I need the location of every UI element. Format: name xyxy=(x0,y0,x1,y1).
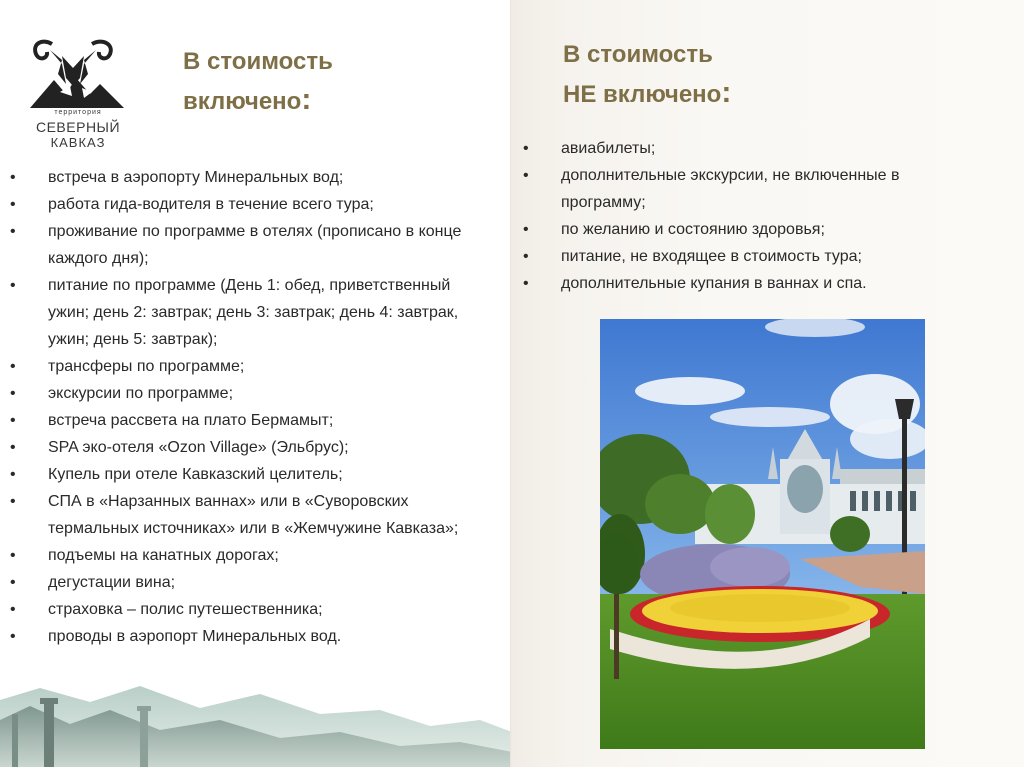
included-item-text: СПА в «Нарзанных ваннах» или в «Суворовских термальных источниках» или в «Жемчужине Кавказа»; xyxy=(48,493,459,537)
included-item xyxy=(10,461,480,488)
included-item xyxy=(10,407,480,434)
bullet-icon: • xyxy=(523,248,529,265)
bullet-icon: • xyxy=(10,601,16,618)
included-item xyxy=(10,272,480,353)
included-item-text: трансферы по программе; xyxy=(48,358,245,375)
included-item-text: работа гида-водителя в течение всего тура; xyxy=(48,196,374,213)
included-item xyxy=(10,164,480,191)
bullet-icon: • xyxy=(10,574,16,591)
not-included-item-text: авиабилеты; xyxy=(561,140,656,157)
not-included-item xyxy=(523,135,943,162)
included-item xyxy=(10,569,480,596)
bullet-icon: • xyxy=(10,277,16,294)
bullet-icon: • xyxy=(10,358,16,375)
included-heading-colon: : xyxy=(301,83,312,116)
included-item-text: питание по программе (День 1: обед, приветственный ужин; день 2: завтрак; день 3: завтрак; день 4: завтрак, ужин; день 5: завтрак); xyxy=(48,277,459,348)
not-included-item-text: дополнительные купания в ваннах и спа. xyxy=(561,275,867,292)
bullet-icon: • xyxy=(10,223,16,240)
bullet-icon: • xyxy=(10,439,16,456)
bullet-icon: • xyxy=(10,169,16,186)
park-pavilion-photo xyxy=(600,319,925,749)
bullet-icon: • xyxy=(10,196,16,213)
included-item-text: страховка – полис путешественника; xyxy=(48,601,323,618)
included-item xyxy=(10,218,480,272)
included-item xyxy=(10,353,480,380)
bullet-icon: • xyxy=(10,412,16,429)
not-included-heading-line1: В стоимость xyxy=(563,41,713,68)
bullet-icon: • xyxy=(523,275,529,292)
included-heading-line2: включено xyxy=(183,88,302,115)
bullet-icon: • xyxy=(10,385,16,402)
not-included-heading-colon: : xyxy=(721,76,732,109)
included-item xyxy=(10,542,480,569)
included-item-text: Купель при отеле Кавказский целитель; xyxy=(48,466,343,483)
bullet-icon: • xyxy=(10,628,16,645)
not-included-item xyxy=(523,243,943,270)
not-included-item-text: по желанию и состоянию здоровья; xyxy=(561,221,825,238)
not-included-item-text: дополнительные экскурсии, не включенные в программу; xyxy=(561,167,900,211)
bullet-icon: • xyxy=(10,493,16,510)
included-list xyxy=(10,164,480,650)
included-item-text: дегустации вина; xyxy=(48,574,176,591)
included-item xyxy=(10,488,480,542)
not-included-heading xyxy=(563,36,731,114)
bullet-icon: • xyxy=(523,221,529,238)
not-included-item xyxy=(523,162,943,216)
bullet-icon: • xyxy=(523,140,529,157)
logo-brand-line1: СЕВЕРНЫЙ xyxy=(35,119,121,135)
bullet-icon: • xyxy=(10,466,16,483)
not-included-heading-line2: НЕ включено xyxy=(563,81,722,108)
not-included-item xyxy=(523,270,943,297)
included-item xyxy=(10,191,480,218)
included-item-text: экскурсии по программе; xyxy=(48,385,234,402)
included-heading xyxy=(183,43,333,121)
included-heading-line1: В стоимость xyxy=(183,48,333,75)
mountain-landscape-illustration xyxy=(0,680,512,767)
included-item-text: проводы в аэропорт Минеральных вод. xyxy=(48,628,342,645)
logo-small-text: территория xyxy=(54,109,102,116)
bullet-icon: • xyxy=(10,547,16,564)
logo-brand-line2: КАВКАЗ xyxy=(50,135,106,150)
bullet-icon: • xyxy=(523,167,529,184)
included-item xyxy=(10,434,480,461)
included-item xyxy=(10,596,480,623)
included-item-text: SPA эко-отеля «Ozon Village» (Эльбрус); xyxy=(48,439,349,456)
included-item-text: встреча в аэропорту Минеральных вод; xyxy=(48,169,344,186)
included-item-text: встреча рассвета на плато Бермамыт; xyxy=(48,412,334,429)
included-item-text: проживание по программе в отелях (прописано в конце каждого дня); xyxy=(48,223,462,267)
not-included-item-text: питание, не входящее в стоимость тура; xyxy=(561,248,862,265)
not-included-list xyxy=(523,135,943,297)
included-item xyxy=(10,623,480,650)
not-included-item xyxy=(523,216,943,243)
included-item-text: подъемы на канатных дорогах; xyxy=(48,547,279,564)
included-item xyxy=(10,380,480,407)
